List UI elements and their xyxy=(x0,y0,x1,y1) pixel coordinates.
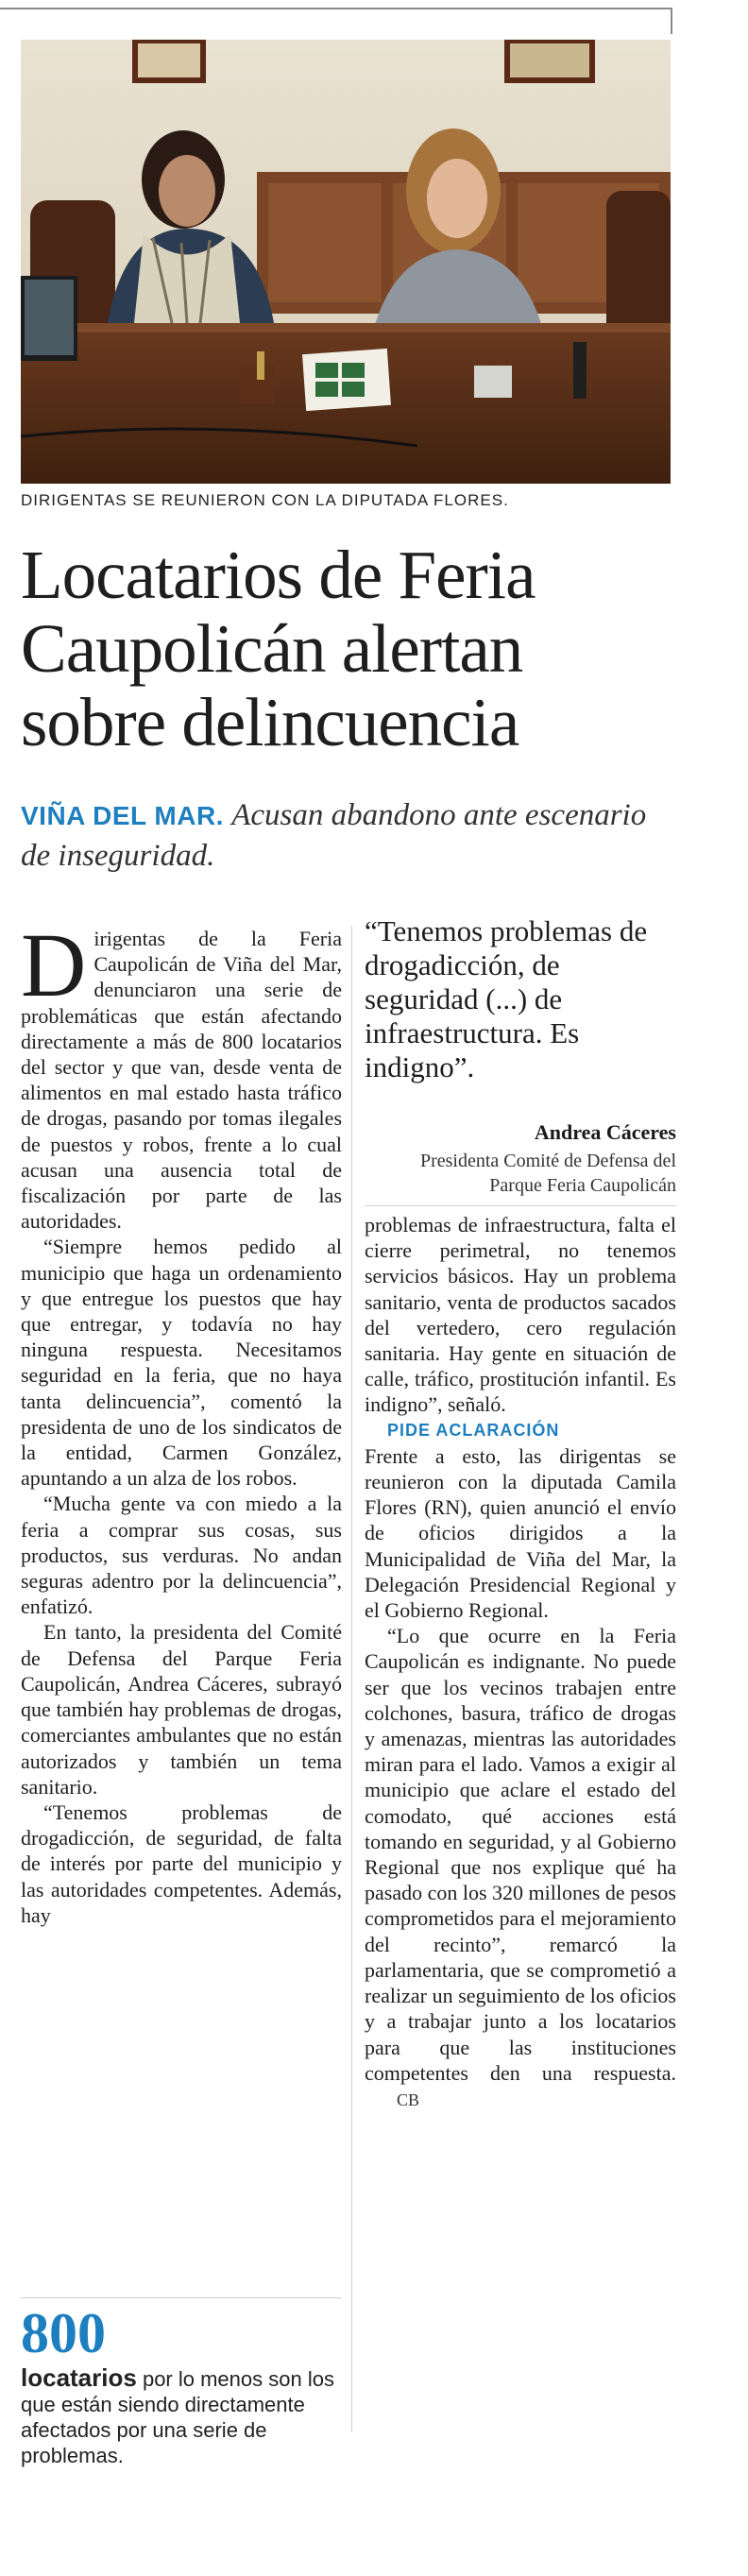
body-paragraph-3: “Mucha gente va con miedo a la feria a comprar sus cosas, sus productos, sus verduras. No andan seguras adentro por la delincuencia”, enfatizó. xyxy=(21,1492,342,1619)
end-mark-icon: CB xyxy=(397,2090,420,2109)
body-paragraph-1 xyxy=(21,914,342,1234)
pull-quote: “Tenemos problemas de drogadicción, de seguridad (...) de infraestructura. Es indigno”. xyxy=(365,914,648,1083)
headline xyxy=(21,538,671,759)
body-paragraph-4: En tanto, la presidenta del Comité de Defensa del Parque Feria Caupolicán, Andrea Cáceres, subrayó que también hay problemas de drogas, comerciantes ambulantes que no están autorizados y también un tema sanitario. xyxy=(21,1620,342,1799)
photo-caption: DIRIGENTAS SE REUNIERON CON LA DIPUTADA FLORES. xyxy=(21,491,509,509)
body-paragraph-1-text: irigentas de la Feria Caupolicán de Viña del Mar, denunciaron una serie de problemáticas que están afectando directamente a más de 800 locatarios del sector y que van, desde venta de alimentos en mal estado hasta tráfico de drogas, pasando por tomas ilegales de puestos y robos, frente a lo cual acusan una ausencia total de fiscalización por parte de las autoridades. xyxy=(21,927,342,1234)
stat-label: locatarios xyxy=(21,2363,137,2392)
pull-quote-rule xyxy=(365,1205,676,1206)
pull-quote-author: Andrea Cáceres xyxy=(534,1120,676,1144)
column-divider xyxy=(351,926,352,2432)
body-column-left xyxy=(21,914,342,1928)
body-right-paragraph-2: Frente a esto, las dirigentas se reunieron con la diputada Camila Flores (RN), quien anunció el envío de oficios dirigidos a la Municipalidad de Viña del Mar, la Delegación Presidencial Regional y el Gobierno Regional. xyxy=(365,1443,676,1623)
stat-number: 800 xyxy=(21,2302,106,2364)
side-rule xyxy=(671,8,672,34)
stat-text xyxy=(21,2365,342,2468)
pull-quote-role: Presidenta Comité de Defensa del Parque Feria Caupolicán xyxy=(419,1151,676,1196)
body-paragraph-2: “Siempre hemos pedido al municipio que haga un ordenamiento y que entregue los puestos que hay que entregar, y todavía no hay ninguna respuesta. Necesitamos seguridad en la feria, que no haya tanta delincuencia”, comentó la presidenta de uno de los sindicatos de la entidad, Carmen González, apuntando a un alza de los robos. xyxy=(21,1235,342,1491)
body-right-paragraph-3 xyxy=(365,1623,676,2113)
body-paragraph-5: “Tenemos problemas de drogadicción, de seguridad, de falta de interés por parte del municipio y las autoridades competentes. Además, hay xyxy=(21,1800,342,1927)
stat-rule xyxy=(21,2297,342,2298)
article-photo xyxy=(21,40,671,484)
body-right-paragraph-1: problemas de infraestructura, falta el cierre perimetral, no tenemos servicios básicos. Hay un problema sanitario, venta de productos sacados del vertedero, cero regulación sanitaria. Hay gente en situación de calle, tráfico, prostitución infantil. Es indigno”, señaló. xyxy=(365,1213,676,1417)
headline-line-3: sobre delincuencia xyxy=(21,684,519,760)
headline-line-1: Locatarios de Feria xyxy=(21,537,536,613)
lead xyxy=(21,795,671,876)
lead-place: VIÑA DEL MAR. xyxy=(21,801,224,830)
body-right-paragraph-3-text: “Lo que ocurre en la Feria Caupolicán es indignante. No puede ser que los vecinos trabajen entre colchones, basura, tráfico de drogas y amenazas, mientras las autoridades miran para el lado. Vamos a exigir al municipio que aclare el estado del comodato, qué acciones está tomando en seguridad, y al Gobierno Regional que nos explique qué ha pasado con los 320 millones de pesos comprometidos para el mejoramiento del recinto”, remarcó la parlamentaria, que se comprometió a realizar un seguimiento de los oficios y a trabajar junto a los locatarios para que las instituciones competentes den una respuesta. xyxy=(365,1624,676,2085)
top-rule xyxy=(0,8,672,9)
headline-line-2: Caupolicán alertan xyxy=(21,610,523,687)
stat-description: por lo menos son los que están siendo directamente afectados por una serie de problemas. xyxy=(21,2367,334,2467)
body-column-right xyxy=(365,1212,676,2113)
lead-text: Acusan abandono ante escenario de inseguridad. xyxy=(21,798,647,873)
section-subhead: PIDE ACLARACIÓN xyxy=(387,1420,560,1440)
dropcap: D xyxy=(21,914,87,1015)
